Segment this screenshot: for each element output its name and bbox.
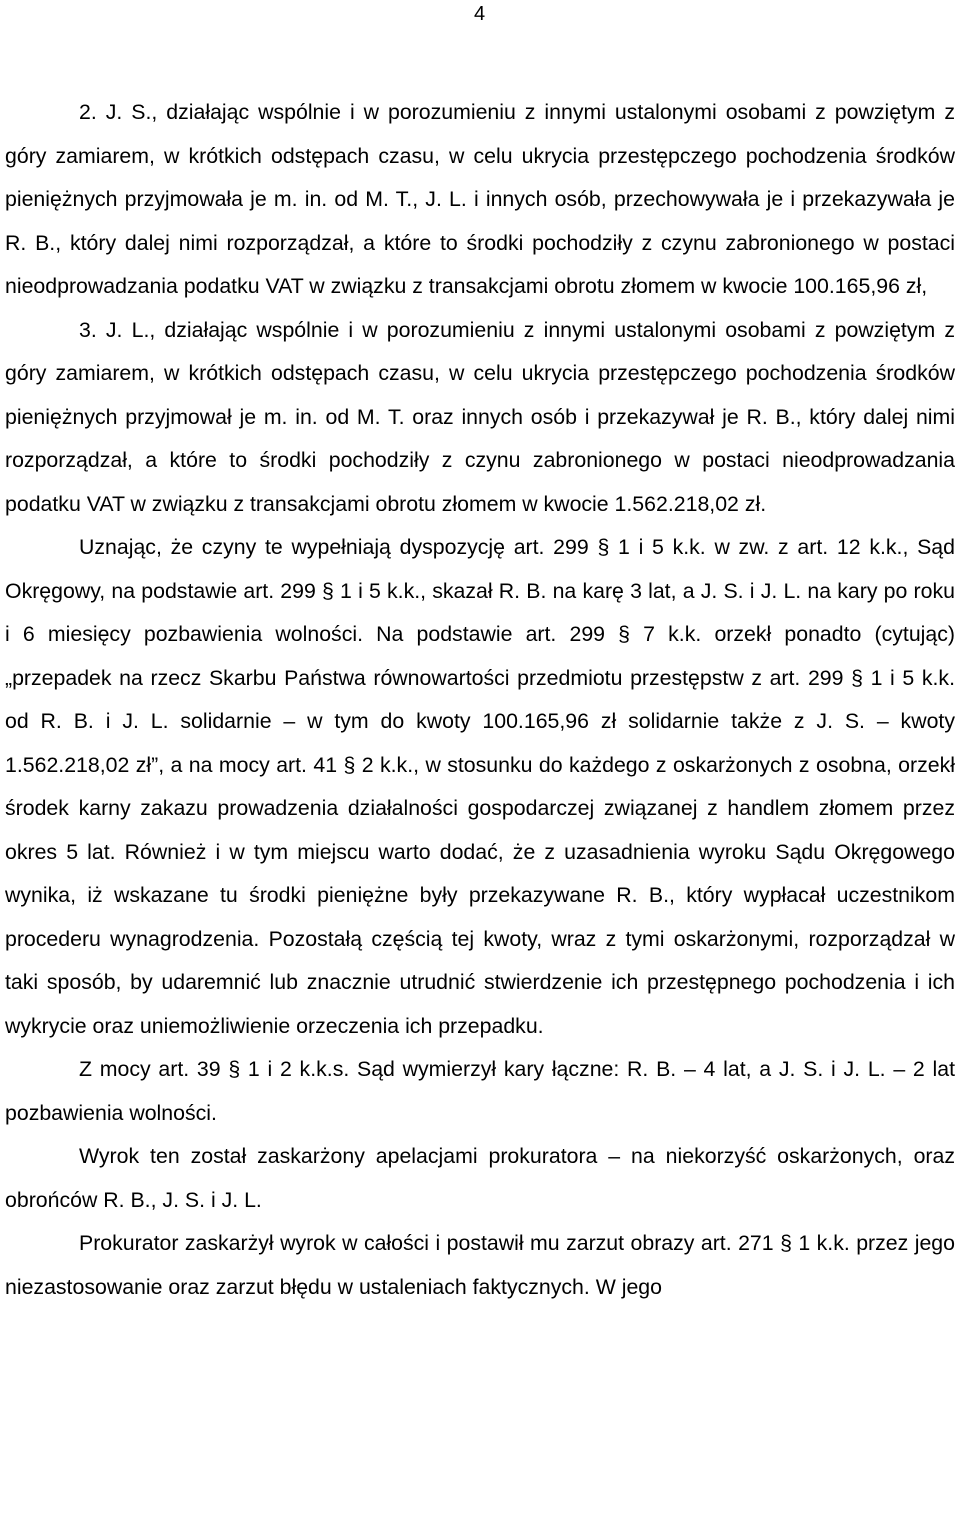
paragraph-item-2: 2. J. S., działając wspólnie i w porozumieniu z innymi ustalonymi osobami z powziętym z góry zamiarem, w krótkich odstępach czasu, w celu ukrycia przestępczego pochodzenia środków pieniężnych przyjmowała je m. in. od M. T., J. L. i innych osób, przechowywała je i przekazywała je R. B., który dalej nimi rozporządzał, a które to środki pochodziły z czynu zabronionego w postaci nieodprowadzania podatku VAT w związku z transakcjami obrotu złomem w kwocie 100.165,96 zł, [5, 100, 955, 298]
paragraph-aggregate-sentence: Z mocy art. 39 § 1 i 2 k.k.s. Sąd wymierzył kary łączne: R. B. – 4 lat, a J. S. i J. L. – 2 lat pozbawienia wolności. [5, 1057, 955, 1125]
page-number: 4 [474, 3, 486, 25]
paragraph-item-3: 3. J. L., działając wspólnie i w porozumieniu z innymi ustalonymi osobami z powziętym z góry zamiarem, w krótkich odstępach czasu, w celu ukrycia przestępczego pochodzenia środków pieniężnych przyjmował je m. in. od M. T. oraz innych osób i przekazywał je R. B., który dalej nimi rozporządzał, a które to środki pochodziły z czynu zabronionego w postaci nieodprowadzania podatku VAT w związku z transakcjami obrotu złomem w kwocie 1.562.218,02 zł. [5, 317, 955, 516]
paragraph-appeals: Wyrok ten został zaskarżony apelacjami prokuratora – na niekorzyść oskarżonych, oraz obrońców R. B., J. S. i J. L. [5, 1144, 955, 1212]
paragraph-prosecutor-appeal: Prokurator zaskarżył wyrok w całości i postawił mu zarzut obrazy art. 271 § 1 k.k. przez jego niezastosowanie oraz zarzut błędu w ustaleniach faktycznych. W jego [5, 1231, 955, 1299]
paragraph-verdict: Uznając, że czyny te wypełniają dyspozycję art. 299 § 1 i 5 k.k. w zw. z art. 12 k.k., Sąd Okręgowy, na podstawie art. 299 § 1 i 5 k.k., skazał R. B. na karę 3 lat, a J. S. i J. L. na kary po roku i 6 miesięcy pozbawienia wolności. Na podstawie art. 299 § 7 k.k. orzekł ponadto (cytując) „przepadek na rzecz Skarbu Państwa równowartości przedmiotu przestępstw z art. 299 § 1 i 5 k.k. od R. B. i J. L. solidarnie – w tym do kwoty 100.165,96 zł solidarnie także z J. S. – kwoty 1.562.218,02 zł”, a na mocy art. 41 § 2 k.k., w stosunku do każdego z oskarżonych z osobna, orzekł środek karny zakazu prowadzenia działalności gospodarczej związanej z handlem złomem przez okres 5 lat. Również i w tym miejscu warto dodać, że z uzasadnienia wyroku Sądu Okręgowego wynika, iż wskazane tu środki pieniężne były przekazywane R. B., który wypłacał uczestnikom procederu wynagrodzenia. Pozostałą częścią tej kwoty, wraz z tymi oskarżonymi, rozporządzał w taki sposób, by udaremnić lub znacznie utrudnić stwierdzenie ich przestępnego pochodzenia i ich wykrycie oraz uniemożliwienie orzeczenia ich przepadku. [5, 535, 955, 1038]
document-body [5, 91, 955, 1309]
